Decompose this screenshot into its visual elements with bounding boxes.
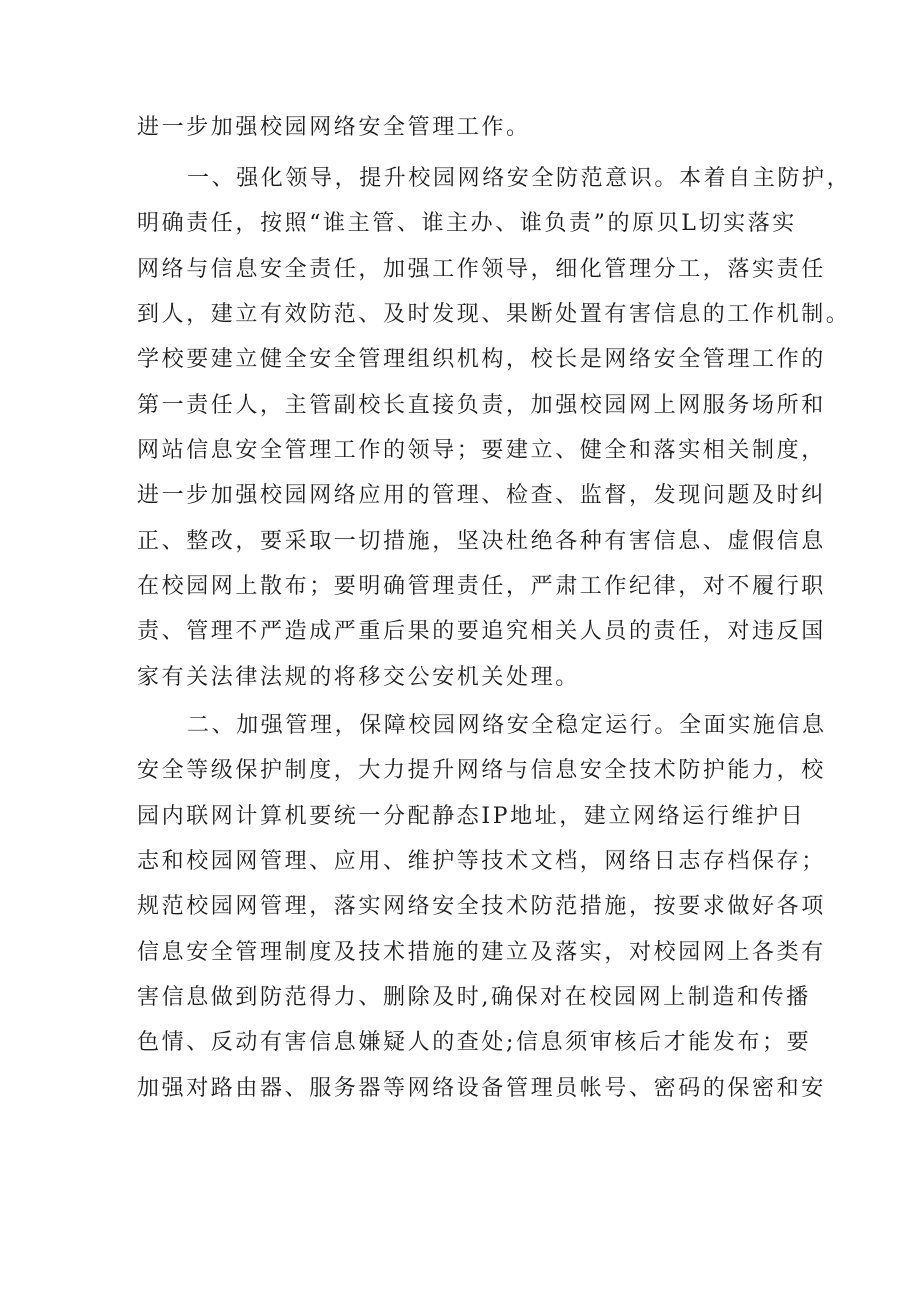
text-line: 害信息做到防范得力、删除及时,确保对在校园网上制造和传播: [137, 985, 811, 1010]
text-line: 加强对路由器、服务器等网络设备管理员帐号、密码的保密和安: [137, 1076, 826, 1101]
text-line: 进一步加强校园网络应用的管理、检查、监督，发现问题及时纠: [137, 483, 826, 508]
text-line: 到人，建立有效防范、及时发现、果断处置有害信息的工作机制。: [137, 302, 851, 327]
text-line: 学校要建立健全安全管理组织机构，校长是网络安全管理工作的: [137, 347, 826, 372]
text-line: 家有关法律法规的将移交公安机关处理。: [137, 665, 580, 690]
text-line: 第一责任人，主管副校长直接负责，加强校园网上网服务场所和: [137, 393, 826, 418]
text-line: 进一步加强校园网络安全管理工作。: [137, 115, 531, 140]
text-line: 网站信息安全管理工作的领导；要建立、健全和落实相关制度，: [137, 438, 826, 463]
text-line: 在校园网上散布；要明确管理责任，严肃工作纪律，对不履行职: [137, 574, 826, 599]
paragraph-2-heading-line: 二、加强管理，保障校园网络安全稳定运行。全面实施信息: [187, 713, 827, 738]
text-line: 志和校园网管理、应用、维护等技术文档，网络日志存档保存；: [137, 849, 826, 874]
text-line: 安全等级保护制度，大力提升网络与信息安全技术防护能力，校: [137, 758, 826, 783]
text-line: 责、管理不严造成严重后果的要追究相关人员的责任，对违反国: [137, 619, 826, 644]
text-line: 色情、反动有害信息嫌疑人的查处;信息须审核后才能发布；要: [137, 1030, 812, 1055]
text-line: 网络与信息安全责任，加强工作领导，细化管理分工，落实责任: [137, 257, 826, 282]
text-line: 明确责任，按照“谁主管、谁主办、谁负责”的原贝L切实落实: [137, 211, 797, 236]
paragraph-1-heading-line: 一、强化领导，提升校园网络安全防范意识。本着自主防护，: [187, 166, 852, 191]
text-line: 信息安全管理制度及技术措施的建立及落实，对校园网上各类有: [137, 940, 826, 965]
text-line: 规范校园网管理，落实网络安全技术防范措施，按要求做好各项: [137, 894, 826, 919]
text-line: 园内联网计算机要统一分配静态IP地址，建立网络运行维护日: [137, 804, 806, 829]
text-line: 正、整改，要采取一切措施，坚决杜绝各种有害信息、虚假信息: [137, 529, 826, 554]
